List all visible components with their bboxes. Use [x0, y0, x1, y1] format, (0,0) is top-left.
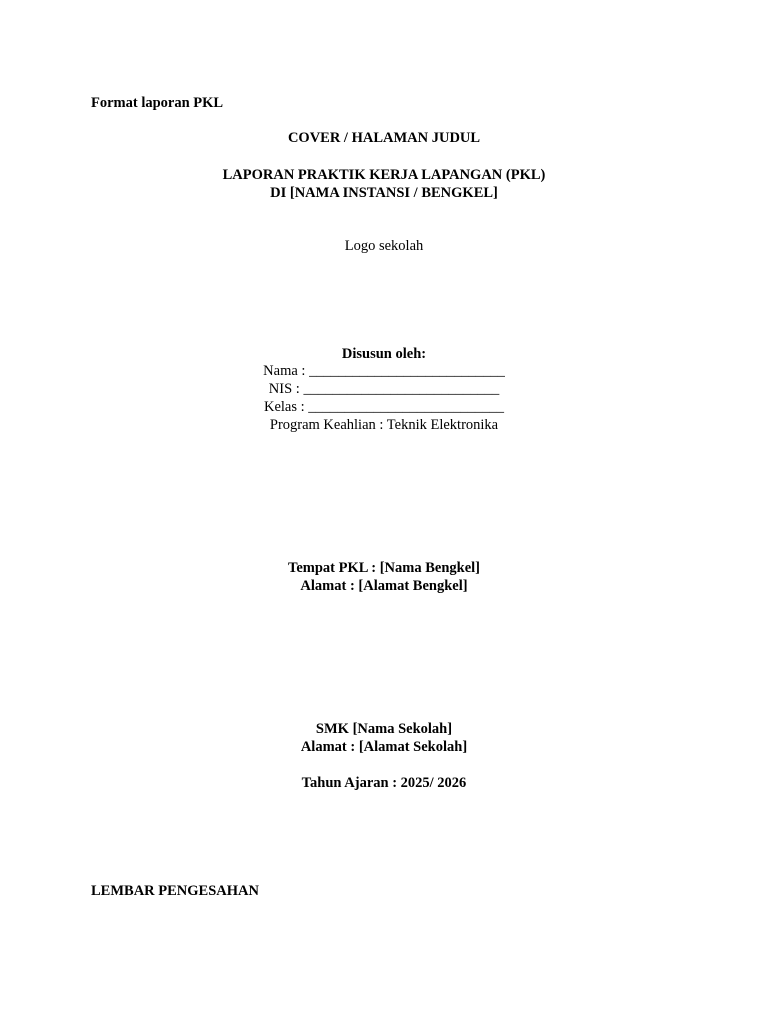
- name-field-line: Nama : ___________________________: [263, 363, 505, 379]
- academic-year: Tahun Ajaran : 2025/ 2026: [301, 775, 467, 791]
- school-name: SMK [Nama Sekolah]: [315, 721, 453, 737]
- placement-place: Tempat PKL : [Nama Bengkel]: [288, 560, 480, 576]
- approval-sheet-heading: LEMBAR PENGESAHAN: [91, 883, 259, 899]
- prepared-by-label: Disusun oleh:: [341, 346, 427, 362]
- report-title-line-1: LAPORAN PRAKTIK KERJA LAPANGAN (PKL): [222, 167, 546, 183]
- cover-title: COVER / HALAMAN JUDUL: [287, 130, 481, 146]
- logo-placeholder: Logo sekolah: [344, 238, 424, 254]
- nis-field-line: NIS : ___________________________: [268, 381, 500, 397]
- kelas-field-line: Kelas : ___________________________: [263, 399, 505, 415]
- program-line: Program Keahlian : Teknik Elektronika: [269, 417, 499, 433]
- placement-address: Alamat : [Alamat Bengkel]: [300, 578, 468, 594]
- document-heading: Format laporan PKL: [91, 95, 224, 111]
- school-address: Alamat : [Alamat Sekolah]: [300, 739, 468, 755]
- report-title-line-2: DI [NAMA INSTANSI / BENGKEL]: [270, 185, 498, 201]
